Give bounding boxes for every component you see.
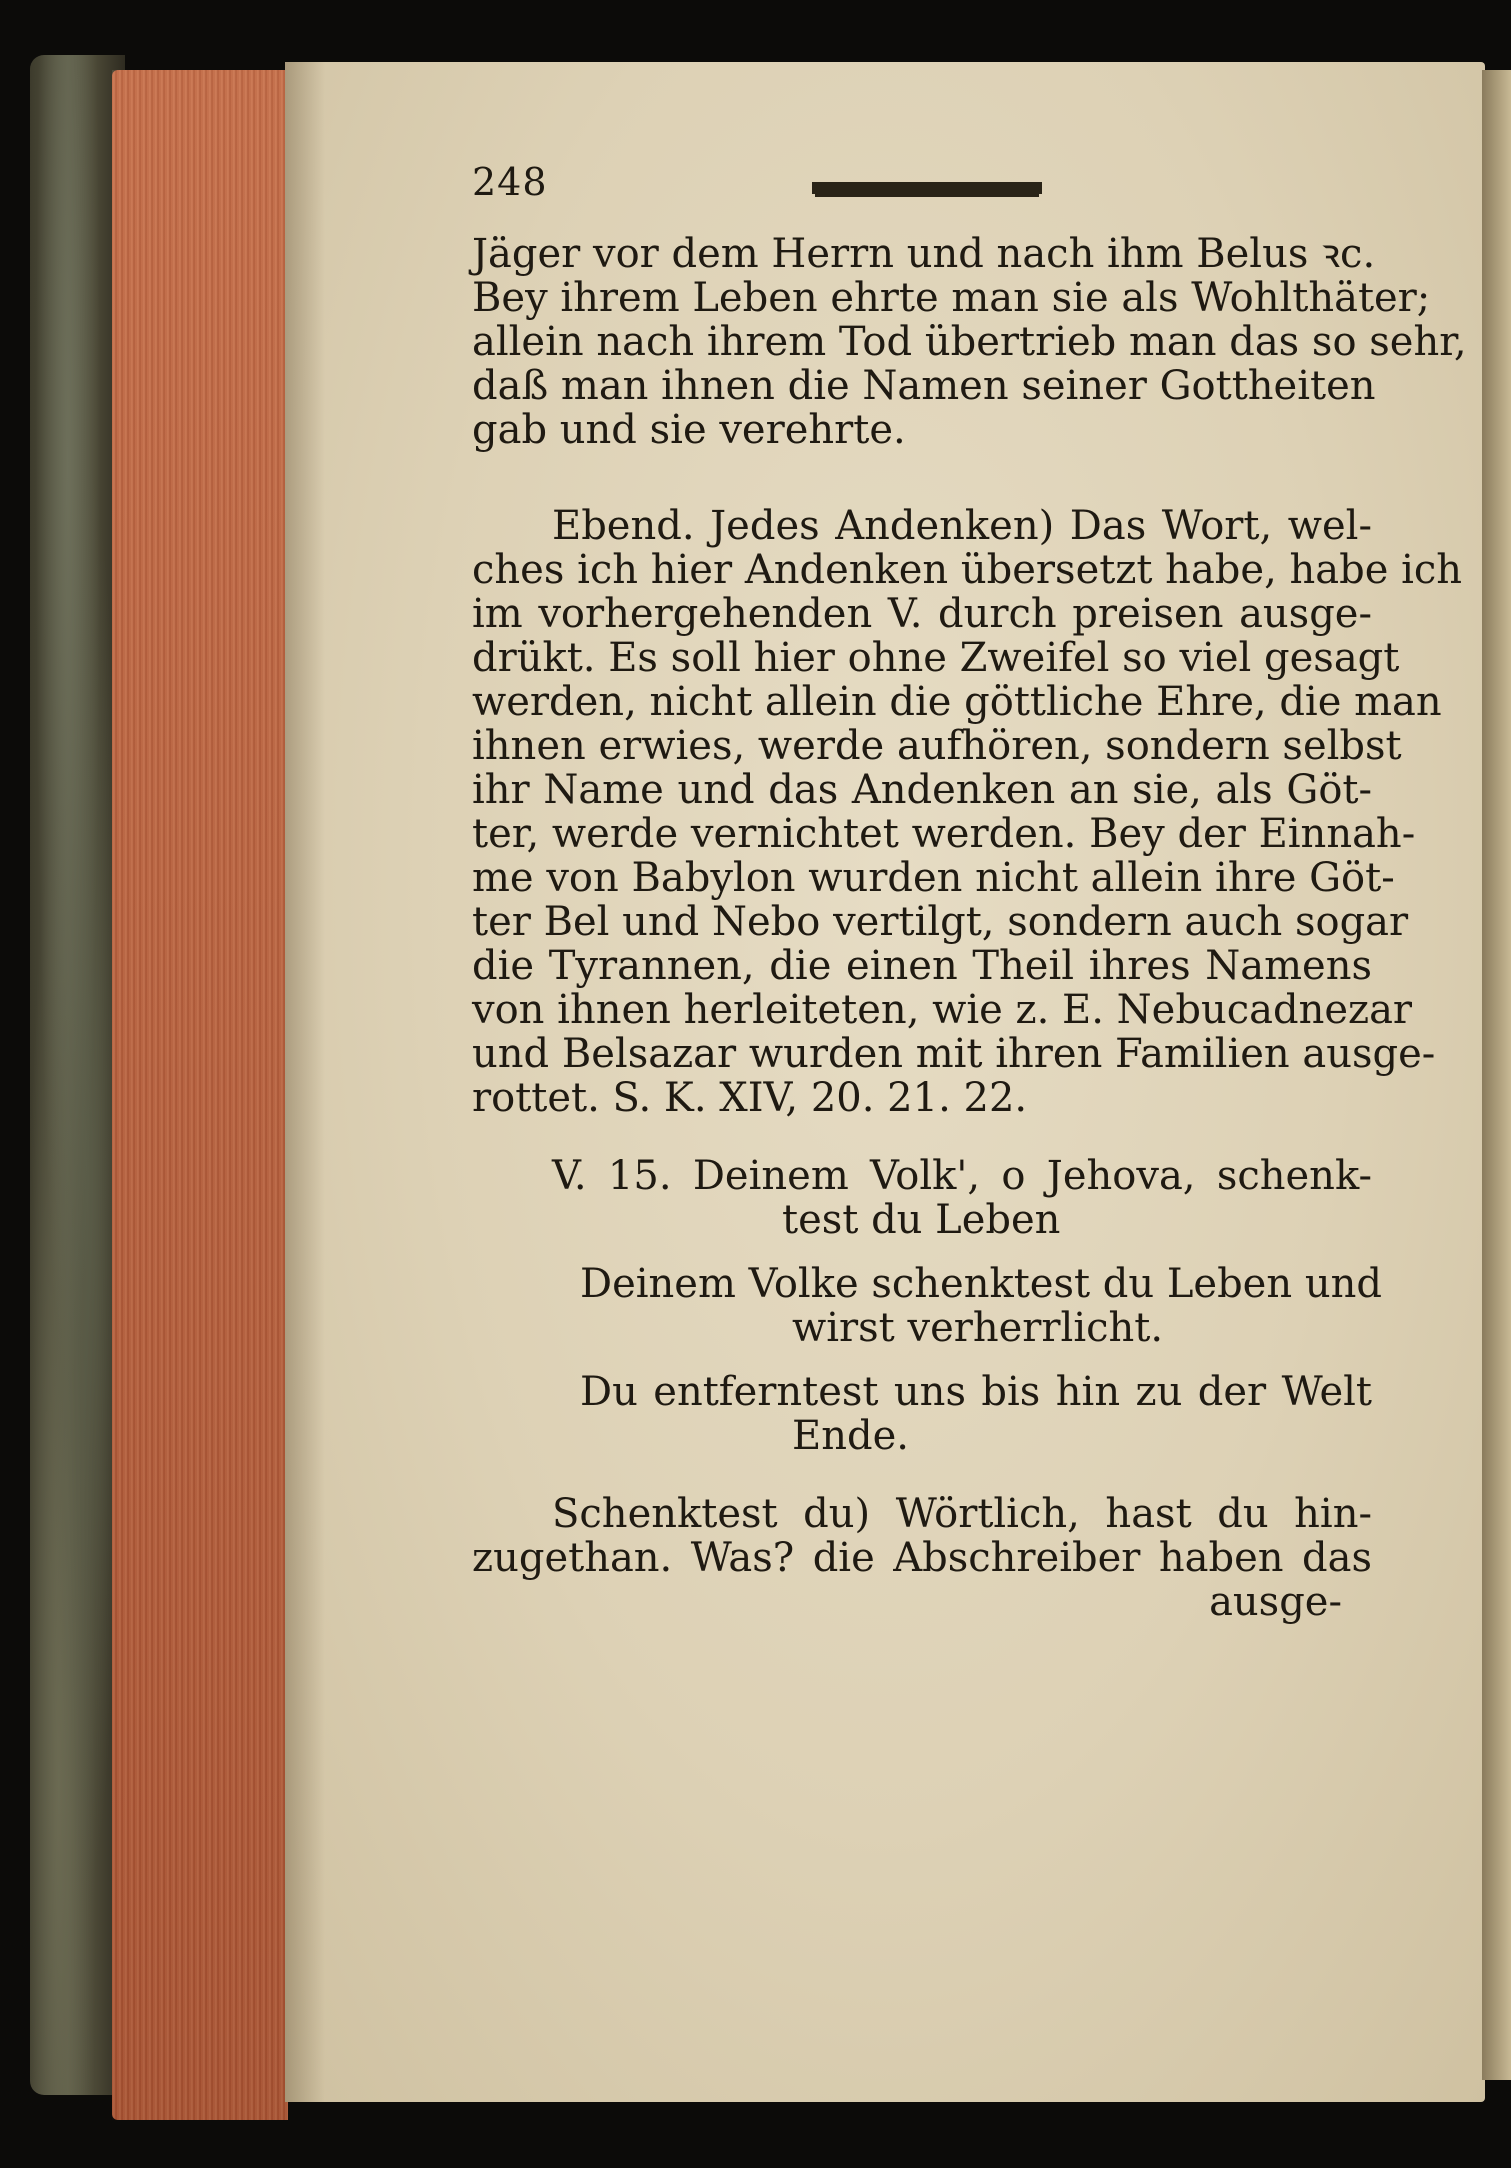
text-line: ihr Name und das Andenken an sie, als Göt- <box>472 767 1372 813</box>
text-line: daß man ihnen die Namen seiner Gottheiten <box>472 363 1376 409</box>
text-line: die Tyrannen, die einen Theil ihres Namens <box>472 943 1372 989</box>
text-line: und Belsazar wurden mit ihren Familien ausge- <box>472 1031 1436 1077</box>
text-line: Schenktest du) Wörtlich, hast du hin- <box>552 1491 1372 1537</box>
verse-line: Ende. <box>792 1413 909 1459</box>
page-text-block <box>472 160 1467 1625</box>
verse-line: test du Leben <box>782 1197 1061 1243</box>
text-line: werden, nicht allein die göttliche Ehre, die man <box>472 679 1442 725</box>
red-page-edges <box>112 70 288 2120</box>
verse-line: Deinem Volke schenktest du Leben und <box>580 1261 1382 1307</box>
verse-line: Du entferntest uns bis hin zu der Welt <box>580 1369 1372 1415</box>
paragraph-1 <box>472 231 1467 453</box>
verse-line: wirst verherrlicht. <box>792 1305 1164 1351</box>
text-line: ter, werde vernichtet werden. Bey der Einnah- <box>472 811 1416 857</box>
text-line: gab und sie verehrte. <box>472 407 906 453</box>
catchword: ausge- <box>1209 1579 1342 1625</box>
text-line: zugethan. Was? die Abschreiber haben das <box>472 1535 1372 1581</box>
text-line: Bey ihrem Leben ehrte man sie als Wohlthäter; <box>472 275 1431 321</box>
header-ornament-rule <box>812 182 1042 194</box>
running-header <box>472 160 1372 206</box>
text-line: ter Bel und Nebo vertilgt, sondern auch sogar <box>472 899 1409 945</box>
paragraph-2 <box>472 503 1463 1121</box>
text-line: Ebend. Jedes Andenken) Das Wort, wel- <box>552 503 1372 549</box>
text-line: Jäger vor dem Herrn und nach ihm Belus ꝛc. <box>472 231 1376 277</box>
text-line: ihnen erwies, werde aufhören, sondern selbst <box>472 723 1402 769</box>
paragraph-3 <box>472 1492 1372 1624</box>
text-line: ches ich hier Andenken übersetzt habe, habe ich <box>472 547 1463 593</box>
gutter-shadow <box>285 62 325 2102</box>
facing-page-edge <box>1482 70 1511 2080</box>
verse-15 <box>472 1153 1382 1459</box>
text-line: rottet. S. K. XIV, 20. 21. 22. <box>472 1075 1028 1121</box>
text-line: im vorhergehenden V. durch preisen ausge- <box>472 591 1372 637</box>
page-number: 248 <box>472 160 548 204</box>
marbled-cover <box>30 55 125 2095</box>
text-line: me von Babylon wurden nicht allein ihre Göt- <box>472 855 1395 901</box>
text-line: allein nach ihrem Tod übertrieb man das so sehr, <box>472 319 1467 365</box>
text-line: von ihnen herleiteten, wie z. E. Nebucadnezar <box>472 987 1413 1033</box>
verse-line: V. 15. Deinem Volk', o Jehova, schenk- <box>552 1153 1372 1199</box>
text-line: drükt. Es soll hier ohne Zweifel so viel gesagt <box>472 635 1400 681</box>
